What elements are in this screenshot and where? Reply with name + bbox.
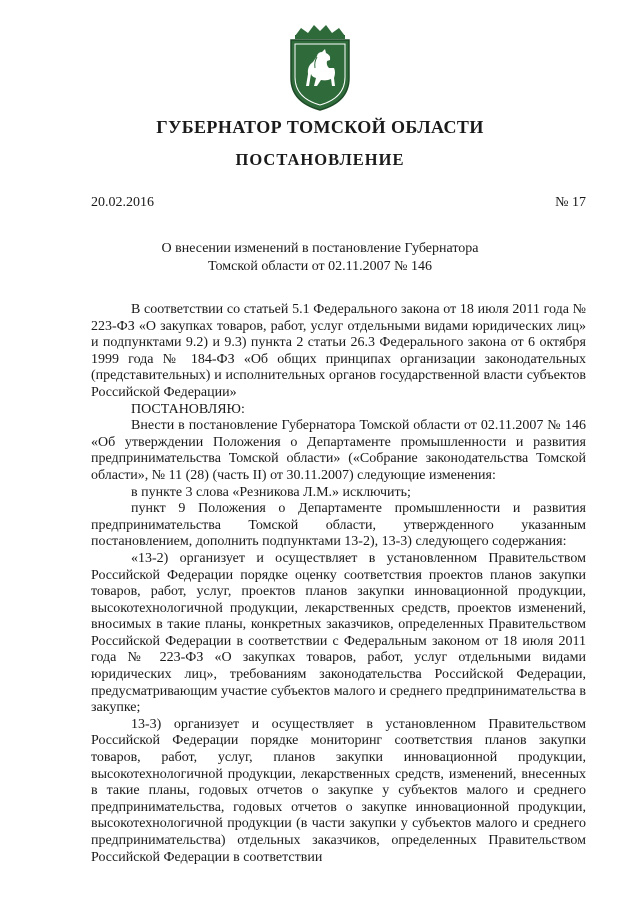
document-type: ПОСТАНОВЛЕНИЕ [235, 150, 405, 169]
document-date: 20.02.2016 [91, 195, 154, 210]
decree-word: ПОСТАНОВЛЯЮ: [131, 401, 245, 417]
organization-title: ГУБЕРНАТОР ТОМСКОЙ ОБЛАСТИ [156, 117, 484, 137]
item-1b-paragraph: пункт 9 Положения о Департаменте промышленности и развития предпринимательства Томской области, утвержденного указанным постановлением, дополнить подпунктами 13-2), 13-3) следующего содержания: [91, 501, 586, 550]
item-1-paragraph: Внести в постановление Губернатора Томской области от 02.11.2007 № 146 «Об утверждении Положения о Департаменте промышленности и развития предпринимательства Томской области» («Собрание законодательства Томской области», № 11 (28) (часть II) от 30.11.2007) следующие изменения: [91, 418, 586, 483]
document-number: № 17 [555, 195, 586, 210]
preamble-paragraph: В соответствии со статьей 5.1 Федерального закона от 18 июля 2011 года № 223-ФЗ «О закупках товаров, работ, услуг отдельными видами юридических лиц» и подпунктами 9.2) и 9.3) пункта 2 статьи 26.3 Федерального закона от 6 октября 1999 года № 184-ФЗ «Об общих принципах организации законодательных (представительных) и исполнительных органов государственной власти субъектов Российской Федерации» [91, 302, 586, 400]
subject-line-1: О внесении изменений в постановление Губернатора [161, 241, 479, 256]
document-subject [0, 240, 640, 276]
tomsk-coat-of-arms-icon [281, 22, 359, 112]
document-body [91, 302, 586, 866]
item-1a-paragraph: в пункте 3 слова «Резникова Л.М.» исключить; [131, 484, 411, 500]
subpoint-13-3-paragraph: 13-3) организует и осуществляет в установленном Правительством Российской Федерации порядке мониторинг соответствия планов закупки товаров, работ, услуг, планов закупки инновационной продукции, высокотехнологичной продукции, лекарственных средств, изменений, внесенных в такие планы, годовых отчетов о закупке у субъектов малого и среднего предпринимательства, годовых отчетов о закупке инновационной продукции, высокотехнологичной продукции (в части закупки у субъектов малого и среднего предпринимательства) отдельных заказчиков, определенных Правительством Российской Федерации в соответствии [91, 716, 586, 865]
subpoint-13-2-paragraph: «13-2) организует и осуществляет в установленном Правительством Российской Федерации порядке оценку соответствия проектов планов закупки товаров, работ, услуг, проектов планов закупки инновационной продукции, высокотехнологичной продукции, лекарственных средств, проектов изменений, вносимых в такие планы, конкретных заказчиков, определенных Правительством Российской Федерации в соответствии с Федеральным законом от 18 июля 2011 года № 223-ФЗ «О закупках товаров, работ, услуг отдельными видами юридических лиц», требованиям законодательства Российской Федерации, предусматривающим участие субъектов малого и среднего предпринимательства в закупке; [91, 550, 586, 716]
subject-line-2: Томской области от 02.11.2007 № 146 [208, 259, 432, 274]
